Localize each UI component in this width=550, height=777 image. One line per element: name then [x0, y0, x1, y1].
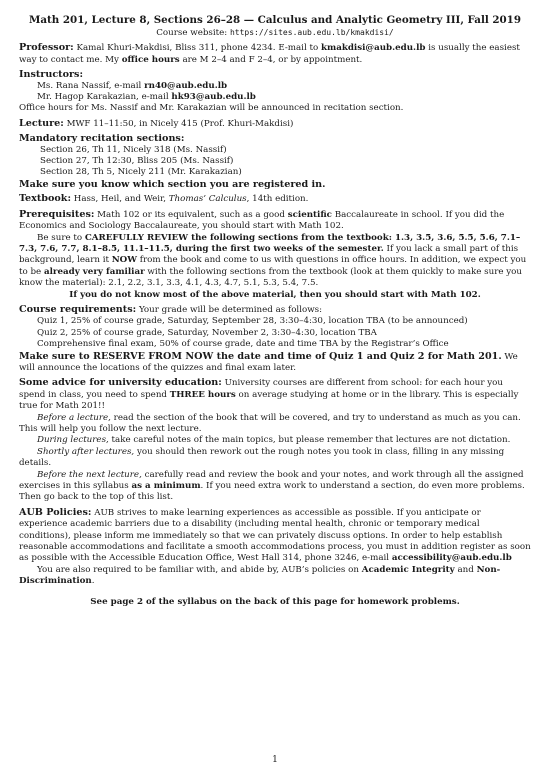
advice-item-text: you should then rework out the rough notes you took in class, filling in any missing details.: [19, 446, 505, 469]
professor-label: Professor:: [19, 42, 74, 54]
prereq-section: [19, 209, 531, 233]
textbook-authors: Hass, Heil, and Weir,: [73, 194, 169, 205]
textbook-label: Textbook:: [19, 193, 71, 205]
professor-text-2: is usually the easiest way to contact me. My: [19, 43, 520, 65]
prereq-warning: If you do not know most of the above material, then you should start with Math 102.: [69, 289, 481, 300]
advice-item-lead: Shortly after lectures,: [37, 446, 135, 457]
reserve-text: We will announce the locations of the quizzes and final exam later.: [19, 351, 518, 373]
prereq-scientific: scientific: [287, 209, 332, 220]
footer-note: See page 2 of the syllabus on the back of this page for homework problems.: [90, 596, 460, 607]
course-title: Math 201, Lecture 8, Sections 26–28 — Calculus and Analytic Geometry III, Fall 2019: [28, 14, 522, 26]
lecture-section: [19, 118, 531, 130]
advice-label: Some advice for university education:: [19, 377, 222, 389]
review-paragraph: [19, 233, 531, 290]
advice-section: [19, 377, 531, 412]
accessibility-email[interactable]: accessibility@aub.edu.lb: [391, 553, 512, 564]
prereq-text-2: Baccalaureate in school. If you did the Economics and Sociology Baccalaureate, you should start with Math 102.: [19, 209, 505, 232]
instructors-note: Office hours for Ms. Nassif and Mr. Karakazian will be announced in recitation section.: [19, 103, 404, 114]
instructor-email[interactable]: hk93@aub.edu.lb: [171, 92, 256, 103]
textbook-title: Thomas’ Calculus: [168, 194, 247, 205]
advice-item-text: read the section of the book that will be covered, and try to understand as much as you can. This will help you follow the next lecture.: [19, 412, 521, 434]
policies-text-2: You are also required to be familiar with, and abide by, AUB’s policies on: [37, 564, 362, 575]
advice-text: University courses are different from school: for each hour you spend in class, you need to spend: [19, 378, 503, 400]
review-sections: CAREFULLY REVIEW the following sections from the textbook: 1.3, 3.5, 3.6, 5.5, 5.6, 7.1–7.3, 7.6, 7.7, 8.1–8.5, 11.1–11.5, during the first two weeks of the semester.: [19, 232, 521, 254]
non-discrimination[interactable]: Non-Discrimination: [19, 564, 501, 587]
policies-period: .: [91, 576, 95, 587]
website-label: Course website:: [156, 28, 228, 38]
review-text-4: with the following sections from the textbook (look at them quickly to make sure you know the material): 2.1, 2.2, 3.1, 3.3, 4.1, 4.3, 4.7, 5.1, 5.3, 5.4, 7.5.: [19, 266, 523, 289]
advice-item-text: carefully read and review the book and your notes, and work through all the assigned exercises in this syllabus: [19, 469, 524, 492]
course-website: [19, 27, 531, 39]
policies-section: [19, 507, 531, 565]
recitation-reminder: Make sure you know which section you are registered in.: [19, 178, 326, 190]
policies-text: AUB strives to make learning experiences as accessible as possible. If you anticipate or experience academic barriers due to a disability (including mental health, chronic or temporary medical conditions), please inform me immediately so that we can privately discuss options. In order to help establish reasonable accommodations and facilitate a smooth accommodations process, you must in addition register as soon as possible with the Accessible Education Office, West Hall 314, phone 3246, e-mail: [19, 507, 531, 564]
instructor-name: Ms. Rana Nassif, e-mail: [37, 80, 145, 91]
lecture-label: Lecture:: [19, 117, 64, 129]
advice-item: [19, 447, 531, 470]
requirement-item: Quiz 2, 25% of course grade, Saturday, November 2, 3:30–4:30, location TBA: [37, 327, 377, 338]
recitation-item: Section 26, Th 11, Nicely 318 (Ms. Nassif): [40, 144, 227, 155]
advice-text-2: on average studying at home or in the library. This is especially true for Math 201!!: [19, 389, 519, 412]
page-number: 1: [272, 755, 278, 765]
advice-item: [19, 435, 531, 446]
advice-item: [19, 413, 531, 436]
instructors-label: Instructors:: [19, 69, 83, 81]
professor-text: Kamal Khuri-Makdisi, Bliss 311, phone 4234. E-mail to: [76, 43, 321, 54]
review-text-2: If you lack a small part of this background, learn it: [19, 243, 519, 266]
recitation-item: Section 27, Th 12:30, Bliss 205 (Ms. Nassif): [40, 156, 234, 167]
professor-text-3: are M 2–4 and F 2–4, or by appointment.: [179, 54, 363, 65]
advice-item-lead: Before a lecture,: [37, 412, 111, 423]
advice-minimum: as a minimum: [131, 481, 201, 492]
prereq-text: Math 102 or its equivalent, such as a good: [97, 209, 288, 220]
office-hours-label: office hours: [121, 54, 180, 65]
requirements-label: Course requirements:: [19, 303, 137, 315]
instructor-name: Mr. Hagop Karakazian, e-mail: [37, 92, 172, 103]
requirement-item: Comprehensive final exam, 50% of course grade, date and time TBA by the Registrar’s Office: [37, 339, 449, 350]
textbook-section: [19, 193, 531, 205]
lecture-text: MWF 11–11:50, in Nicely 415 (Prof. Khuri-Makdisi): [66, 118, 294, 129]
advice-item-text: take careful notes of the main topics, but please remember that lectures are not dictation.: [108, 435, 511, 446]
review-text-3: from the book and come to us with questions in office hours. In addition, we expect you to be: [19, 255, 527, 277]
reserve-note: [19, 351, 531, 375]
requirements-intro: Your grade will be determined as follows:: [138, 304, 323, 315]
advice-item: [19, 470, 531, 504]
advice-item-text-2: . If you need extra work to understand a section, do even more problems. Then go back to the top of this list.: [19, 481, 525, 503]
policies-label: AUB Policies:: [19, 506, 92, 518]
academic-integrity[interactable]: Academic Integrity: [361, 564, 455, 575]
requirements-section: [19, 304, 531, 316]
reserve-bold: Make sure to RESERVE FROM NOW the date and time of Quiz 1 and Quiz 2 for Math 201.: [19, 350, 502, 362]
advice-item-lead: During lectures,: [37, 435, 109, 446]
professor-section: [19, 42, 531, 66]
prereq-label: Prerequisites:: [19, 208, 95, 220]
advice-three-hours: THREE hours: [169, 389, 236, 400]
requirement-item: Quiz 1, 25% of course grade, Saturday, September 28, 3:30–4:30, location TBA (to be announced): [37, 316, 468, 327]
instructor-email[interactable]: rn40@aub.edu.lb: [144, 80, 228, 91]
recitation-item: Section 28, Th 5, Nicely 211 (Mr. Karakazian): [40, 167, 242, 178]
review-now: NOW: [111, 255, 137, 266]
policies-paragraph-2: [19, 565, 531, 588]
recitations-label: Mandatory recitation sections:: [19, 133, 185, 145]
textbook-edition: , 14th edition.: [246, 194, 309, 205]
instructor-item: [19, 92, 531, 103]
advice-item-lead: Before the next lecture,: [37, 469, 142, 480]
review-familiar: already very familiar: [43, 266, 145, 277]
instructor-item: [19, 81, 531, 92]
policies-and: and: [454, 564, 477, 575]
review-text: Be sure to: [37, 232, 85, 243]
website-url[interactable]: https://sites.aub.edu.lb/kmakdisi/: [229, 28, 394, 37]
syllabus-body: [19, 14, 531, 608]
professor-email[interactable]: kmakdisi@aub.edu.lb: [320, 43, 426, 54]
